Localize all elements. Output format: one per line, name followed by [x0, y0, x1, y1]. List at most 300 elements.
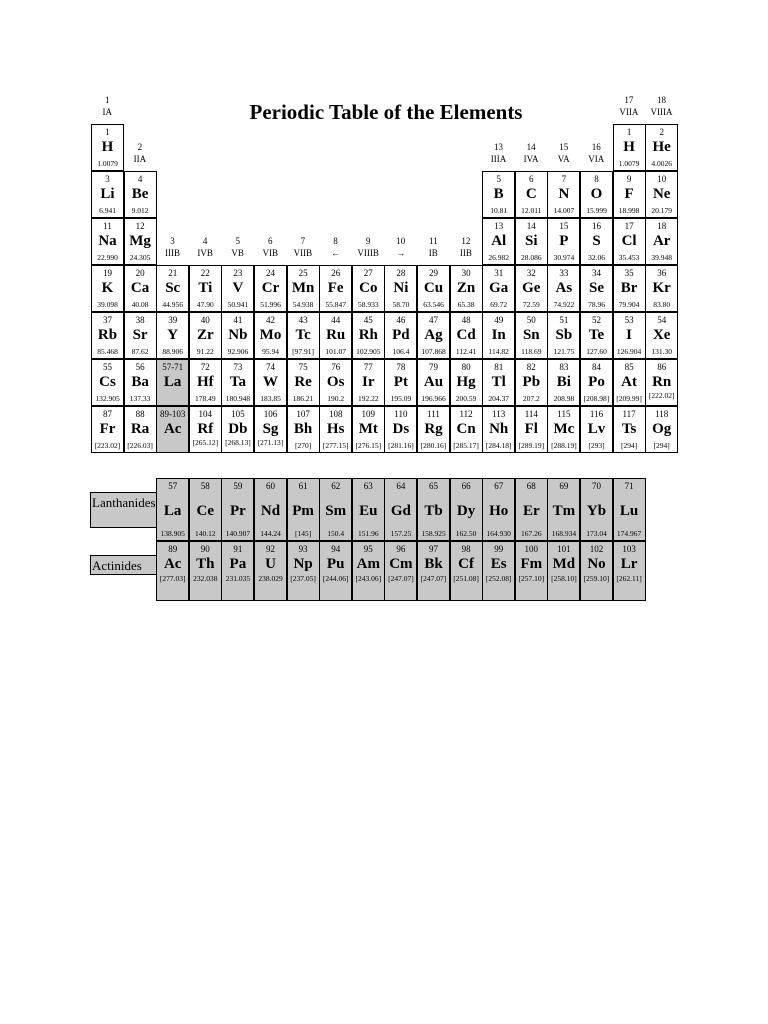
element-symbol: Pt — [393, 374, 408, 390]
element-cell — [189, 478, 222, 541]
atomic-mass: 78.96 — [588, 300, 605, 309]
element-symbol: Pb — [522, 374, 541, 390]
group-number: 4 — [202, 236, 208, 246]
atomic-number: 58 — [200, 481, 210, 491]
element-symbol: Zn — [456, 280, 476, 296]
element-cell — [124, 218, 157, 265]
element-symbol: Cr — [261, 280, 280, 296]
element-symbol: Ce — [196, 503, 215, 519]
element-symbol: Po — [588, 374, 605, 390]
element-cell — [221, 265, 254, 312]
series-range: 57-71 — [162, 362, 184, 372]
element-cell — [482, 478, 515, 541]
element-symbol: Kr — [652, 280, 671, 296]
element-symbol: Tc — [295, 327, 311, 343]
atomic-number: 109 — [361, 409, 376, 419]
element-symbol: Hf — [196, 374, 214, 390]
element-cell — [319, 359, 352, 406]
atomic-mass: [259.10] — [583, 574, 610, 583]
atomic-number: 39 — [168, 315, 178, 325]
atomic-mass: 24.305 — [129, 253, 151, 262]
atomic-number: 59 — [233, 481, 243, 491]
group-number: 11 — [428, 236, 438, 246]
atomic-mass: 238.029 — [258, 574, 283, 583]
element-cell — [124, 359, 157, 406]
atomic-number: 53 — [624, 315, 634, 325]
element-symbol: He — [652, 139, 671, 155]
element-cell — [547, 359, 580, 406]
atomic-number: 9 — [626, 174, 632, 184]
atomic-mass: 12.011 — [521, 206, 542, 215]
element-symbol: Sr — [132, 327, 148, 343]
atomic-number: 110 — [394, 409, 408, 419]
atomic-number: 118 — [655, 409, 669, 419]
element-cell — [515, 406, 548, 453]
atomic-number: 107 — [296, 409, 310, 419]
element-symbol: Li — [100, 186, 115, 202]
atomic-number: 113 — [492, 409, 506, 419]
atomic-number: 19 — [103, 268, 112, 278]
atomic-number: 87 — [103, 409, 112, 419]
element-symbol: Ar — [652, 233, 671, 249]
element-cell — [189, 265, 222, 312]
atomic-number: 75 — [298, 362, 308, 372]
element-cell — [319, 265, 352, 312]
atomic-mass: 157.25 — [390, 529, 412, 538]
element-symbol: Og — [652, 421, 672, 437]
element-symbol: Pd — [392, 327, 410, 343]
element-symbol: Mo — [259, 327, 282, 343]
atomic-mass: 196.966 — [421, 394, 446, 403]
atomic-mass: [209.99] — [616, 394, 642, 403]
atomic-number: 11 — [103, 221, 112, 231]
atomic-number: 106 — [263, 409, 278, 419]
atomic-number: 52 — [592, 315, 601, 325]
group-header — [189, 235, 221, 259]
element-symbol: H — [623, 139, 635, 155]
element-symbol: Sn — [522, 327, 540, 343]
element-symbol: Fm — [520, 556, 543, 572]
element-symbol: Ne — [652, 186, 671, 202]
element-symbol: V — [232, 280, 244, 296]
group-number: 7 — [300, 236, 306, 246]
atomic-mass: 106.4 — [392, 347, 410, 356]
atomic-mass: 144.24 — [260, 529, 281, 538]
group-header — [254, 235, 286, 259]
element-symbol: Rn — [652, 374, 672, 390]
atomic-mass: 6.941 — [99, 206, 116, 215]
element-cell — [384, 541, 417, 601]
element-cell — [450, 406, 483, 453]
atomic-mass: 204.37 — [488, 394, 509, 403]
atomic-mass: [208.98] — [583, 394, 610, 403]
atomic-mass: [294] — [653, 441, 670, 450]
atomic-number: 51 — [559, 315, 569, 325]
atomic-number: 56 — [135, 362, 145, 372]
atomic-mass: 1.0079 — [618, 159, 640, 168]
atomic-number: 116 — [589, 409, 604, 419]
element-symbol: Zr — [196, 327, 214, 343]
element-cell — [645, 124, 678, 171]
element-cell — [417, 312, 450, 359]
group-label: VIIIA — [650, 107, 673, 117]
element-symbol: Al — [491, 233, 507, 249]
group-number: 1 — [105, 95, 110, 105]
atomic-number: 40 — [200, 315, 210, 325]
atomic-number: 57 — [168, 481, 178, 491]
atomic-number: 61 — [298, 481, 308, 491]
atomic-number: 41 — [233, 315, 243, 325]
group-header — [613, 94, 645, 118]
element-symbol: C — [525, 186, 537, 202]
element-cell — [580, 265, 613, 312]
atomic-number: 22 — [200, 268, 210, 278]
group-number: 6 — [268, 236, 273, 246]
atomic-number: 99 — [494, 544, 504, 554]
element-cell — [254, 541, 287, 601]
element-symbol: Ds — [392, 421, 410, 437]
atomic-mass: 231.035 — [225, 574, 251, 583]
element-cell — [580, 312, 613, 359]
atomic-number: 44 — [331, 315, 341, 325]
atomic-mass: [243.06] — [355, 574, 382, 583]
group-header — [385, 235, 417, 259]
atomic-number: 69 — [559, 481, 569, 491]
atomic-mass: 55.847 — [325, 300, 346, 309]
atomic-mass: 72.59 — [522, 300, 540, 309]
element-cell — [287, 265, 320, 312]
element-symbol: Cm — [389, 556, 413, 572]
group-number: 3 — [170, 236, 175, 246]
element-symbol: Ts — [621, 421, 637, 437]
atomic-mass: 208.98 — [553, 394, 575, 403]
group-number: 2 — [137, 142, 143, 152]
atomic-mass: 9.012 — [131, 206, 149, 215]
element-symbol: Se — [589, 280, 604, 296]
atomic-number: 88 — [135, 409, 145, 419]
group-label: IVA — [523, 154, 539, 164]
atomic-mass: [237.05] — [290, 574, 316, 583]
element-cell — [91, 265, 124, 312]
group-number: 13 — [494, 142, 503, 152]
element-cell — [319, 541, 352, 601]
element-cell — [580, 406, 613, 453]
atomic-mass: 151.96 — [357, 529, 379, 538]
atomic-number: 47 — [429, 315, 438, 325]
element-symbol: Th — [196, 556, 215, 572]
element-symbol: K — [101, 280, 114, 296]
atomic-mass: [226.03] — [127, 441, 153, 450]
element-symbol: H — [101, 139, 114, 155]
atomic-number: 4 — [137, 174, 143, 184]
element-cell — [645, 171, 678, 218]
element-cell — [189, 406, 222, 453]
group-number: 16 — [591, 142, 601, 152]
element-cell — [156, 406, 189, 453]
group-label: IA — [102, 107, 113, 117]
element-cell — [450, 312, 483, 359]
element-cell — [319, 406, 352, 453]
atomic-number: 86 — [657, 362, 667, 372]
element-symbol: Cf — [458, 556, 474, 572]
atomic-number: 46 — [396, 315, 406, 325]
element-symbol: F — [624, 186, 634, 202]
element-cell — [384, 406, 417, 453]
actinides-label: Actinides — [90, 555, 158, 575]
element-cell — [221, 541, 254, 601]
atomic-mass: [280.16] — [420, 441, 447, 450]
element-symbol: As — [555, 280, 573, 296]
element-cell — [547, 478, 580, 541]
atomic-mass: 92.906 — [227, 347, 249, 356]
element-symbol: Re — [294, 374, 312, 390]
atomic-mass: 65.38 — [457, 300, 475, 309]
element-symbol: Lr — [620, 556, 638, 572]
atomic-number: 1 — [626, 127, 632, 137]
element-symbol: Fe — [327, 280, 344, 296]
atomic-mass: 167.26 — [520, 529, 542, 538]
atomic-mass: 79.904 — [618, 300, 640, 309]
group-header — [352, 235, 384, 259]
element-symbol: Lv — [587, 421, 606, 437]
atomic-number: 62 — [331, 481, 341, 491]
atomic-number: 68 — [526, 481, 536, 491]
atomic-mass: [284.18] — [485, 441, 512, 450]
element-symbol: Tb — [424, 503, 443, 519]
element-symbol: Pu — [326, 556, 345, 572]
group-label: IIIA — [490, 154, 507, 164]
atomic-number: 48 — [461, 315, 471, 325]
element-symbol: Mt — [358, 421, 378, 437]
atomic-number: 15 — [559, 221, 569, 231]
element-cell — [417, 478, 450, 541]
atomic-mass: [293] — [588, 441, 605, 450]
atomic-number: 97 — [429, 544, 438, 554]
atomic-mass: 39.098 — [97, 300, 118, 309]
atomic-mass: 140.12 — [194, 529, 216, 538]
lanthanides-label: Lanthanides — [90, 492, 158, 528]
atomic-mass: 74.922 — [553, 300, 575, 309]
element-cell — [91, 124, 124, 171]
atomic-mass: [268.13] — [225, 438, 251, 447]
element-cell — [645, 359, 678, 406]
atomic-number: 26 — [331, 268, 341, 278]
atomic-number: 43 — [298, 315, 308, 325]
atomic-mass: 174.967 — [616, 529, 642, 538]
element-symbol: Hs — [326, 421, 345, 437]
atomic-mass: 18.998 — [618, 206, 640, 215]
element-symbol: Os — [326, 374, 345, 390]
atomic-mass: 186.21 — [292, 394, 314, 403]
element-cell — [450, 478, 483, 541]
atomic-mass: 118.69 — [521, 347, 542, 356]
atomic-number: 111 — [427, 409, 440, 419]
group-number: 14 — [526, 142, 536, 152]
element-symbol: Er — [522, 503, 540, 519]
element-cell — [417, 265, 450, 312]
atomic-mass: 132.905 — [95, 394, 120, 403]
element-cell — [515, 478, 548, 541]
element-symbol: Rg — [424, 421, 443, 437]
element-symbol: Sg — [262, 421, 279, 437]
atomic-mass: 138.905 — [160, 529, 185, 538]
element-cell — [287, 541, 320, 601]
element-cell — [482, 171, 515, 218]
element-cell — [156, 541, 189, 601]
atomic-number: 31 — [494, 268, 504, 278]
atomic-mass: [262.11] — [616, 574, 642, 583]
element-symbol: U — [265, 556, 276, 572]
element-cell — [124, 312, 157, 359]
atomic-mass: 1.0079 — [97, 159, 118, 168]
atomic-mass: [281.16] — [388, 441, 414, 450]
element-symbol: Tm — [552, 503, 576, 519]
element-cell — [254, 478, 287, 541]
atomic-number: 92 — [266, 544, 275, 554]
group-label: → — [396, 248, 406, 258]
atomic-number: 82 — [526, 362, 536, 372]
atomic-mass: [244.06] — [322, 574, 349, 583]
element-cell — [580, 541, 613, 601]
atomic-mass: [289.19] — [518, 441, 545, 450]
element-cell — [156, 265, 189, 312]
atomic-mass: 88.906 — [162, 347, 183, 356]
element-symbol: Np — [293, 556, 313, 572]
atomic-number: 104 — [198, 409, 213, 419]
element-symbol: S — [592, 233, 601, 249]
atomic-number: 12 — [135, 221, 145, 231]
element-cell — [482, 218, 515, 265]
atomic-number: 78 — [396, 362, 406, 372]
element-cell — [254, 406, 287, 453]
atomic-number: 98 — [461, 544, 471, 554]
element-cell — [482, 359, 515, 406]
element-cell — [91, 312, 124, 359]
group-number: 18 — [657, 95, 666, 105]
group-label: IIIB — [165, 248, 180, 258]
group-label: IVB — [197, 248, 213, 258]
element-symbol: Am — [356, 556, 380, 572]
element-symbol: Nh — [489, 421, 509, 437]
atomic-mass: 58.933 — [357, 300, 379, 309]
atomic-mass: [251.08] — [453, 574, 479, 583]
element-symbol: Ho — [489, 503, 509, 519]
element-cell — [156, 312, 189, 359]
element-symbol: Ti — [198, 280, 213, 296]
element-cell — [547, 265, 580, 312]
atomic-mass: 10.81 — [490, 206, 508, 215]
element-cell — [384, 478, 417, 541]
element-cell — [515, 541, 548, 601]
atomic-mass: 173.04 — [586, 529, 607, 538]
element-cell — [580, 359, 613, 406]
element-cell — [254, 312, 287, 359]
group-header — [483, 141, 515, 165]
group-label: IIA — [133, 154, 147, 164]
element-cell — [613, 124, 646, 171]
atomic-number: 42 — [266, 315, 275, 325]
element-symbol: Cu — [423, 280, 444, 296]
atomic-mass: 85.468 — [97, 347, 118, 356]
atomic-number: 50 — [526, 315, 536, 325]
element-symbol: Hg — [456, 374, 476, 390]
atomic-mass: [145] — [294, 529, 312, 538]
atomic-mass: 126.904 — [616, 347, 642, 356]
element-cell — [450, 265, 483, 312]
atomic-mass: 112.41 — [455, 347, 477, 356]
atomic-mass: 168.934 — [551, 529, 577, 538]
element-symbol: At — [621, 374, 637, 390]
element-cell — [287, 312, 320, 359]
atomic-number: 30 — [461, 268, 471, 278]
atomic-number: 73 — [233, 362, 243, 372]
element-symbol: Rb — [97, 327, 118, 343]
element-symbol: Fr — [99, 421, 116, 437]
element-symbol: Y — [167, 327, 179, 343]
atomic-number: 117 — [622, 409, 636, 419]
atomic-number: 49 — [494, 315, 504, 325]
atomic-number: 84 — [592, 362, 601, 372]
element-symbol: Nd — [260, 503, 281, 519]
atomic-number: 90 — [200, 544, 210, 554]
group-header — [450, 235, 482, 259]
element-symbol: B — [493, 186, 504, 202]
atomic-number: 64 — [396, 481, 406, 491]
atomic-number: 95 — [363, 544, 373, 554]
atomic-mass: [277.15] — [322, 441, 349, 450]
element-cell — [384, 265, 417, 312]
element-symbol: Sm — [325, 503, 347, 519]
atomic-mass: 40.08 — [131, 300, 149, 309]
element-symbol: Pm — [292, 503, 314, 519]
element-symbol: Co — [359, 280, 378, 296]
element-symbol: Cl — [621, 233, 637, 249]
element-cell — [613, 265, 646, 312]
group-label: VIIIB — [357, 248, 379, 258]
atomic-mass: 47.90 — [196, 300, 214, 309]
group-header — [580, 141, 612, 165]
element-symbol: No — [587, 556, 606, 572]
atomic-number: 55 — [103, 362, 112, 372]
element-symbol: Au — [423, 374, 444, 390]
atomic-mass: 183.85 — [260, 394, 281, 403]
group-header — [417, 235, 449, 259]
element-cell — [352, 478, 385, 541]
atomic-number: 35 — [624, 268, 634, 278]
atomic-number: 66 — [461, 481, 471, 491]
atomic-mass: 30.974 — [553, 253, 575, 262]
atomic-mass: 121.75 — [553, 347, 575, 356]
atomic-number: 28 — [396, 268, 406, 278]
group-label: IIB — [459, 248, 472, 258]
atomic-number: 37 — [103, 315, 112, 325]
atomic-number: 96 — [396, 544, 406, 554]
group-label: VB — [231, 248, 244, 258]
element-symbol: Mc — [553, 421, 575, 437]
element-symbol: Ni — [393, 280, 409, 296]
atomic-mass: 114.82 — [488, 347, 509, 356]
element-symbol: Rh — [358, 327, 378, 343]
atomic-number: 83 — [559, 362, 569, 372]
element-cell — [515, 218, 548, 265]
element-symbol: P — [559, 233, 569, 249]
atomic-number: 29 — [429, 268, 438, 278]
group-number: 17 — [624, 95, 634, 105]
element-symbol: Ir — [362, 374, 375, 390]
element-cell — [156, 478, 189, 541]
element-symbol: Fl — [524, 421, 538, 437]
atomic-number: 81 — [494, 362, 504, 372]
